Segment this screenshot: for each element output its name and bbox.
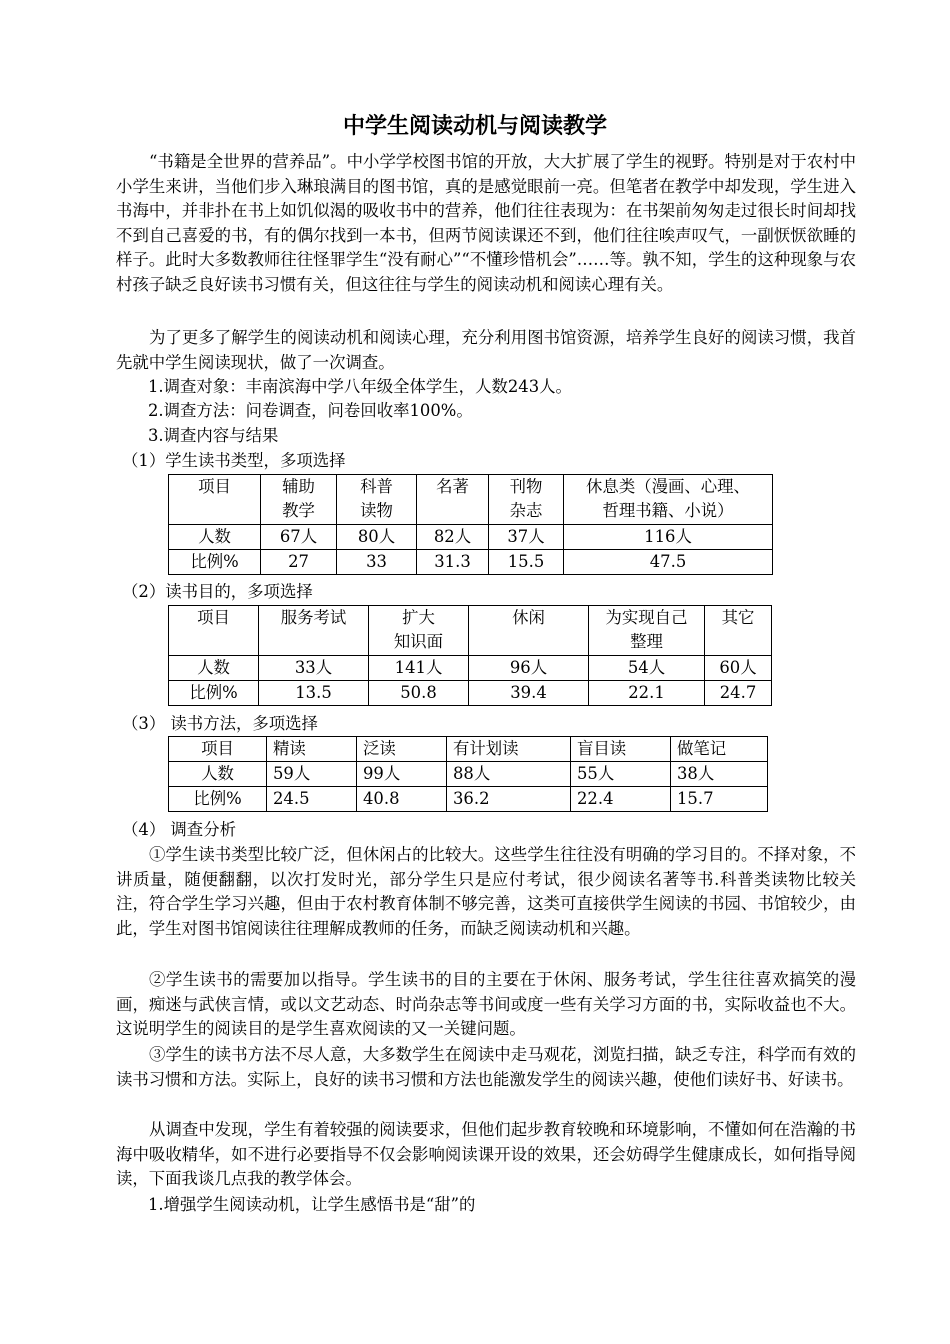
table-cell: 54人	[589, 656, 705, 681]
table-header-cell: 盲目读	[571, 737, 671, 762]
table-header-cell: 做笔记	[671, 737, 768, 762]
table-cell: 96人	[469, 656, 589, 681]
table-row	[169, 787, 768, 812]
table-header-row	[169, 737, 768, 762]
survey-item-2: 2.调查方法：问卷调查，问卷回收率100%。	[148, 401, 473, 420]
table-row	[169, 656, 772, 681]
page-title: 中学生阅读动机与阅读教学	[342, 114, 607, 139]
table-header-cell: 项目	[169, 606, 259, 656]
table-header-cell: 休闲	[469, 606, 589, 656]
table-cell: 24.5	[267, 787, 357, 812]
table-cell: 40.8	[357, 787, 447, 812]
table-cell: 141人	[369, 656, 469, 681]
table-cell: 24.7	[705, 681, 772, 706]
table-cell: 39.4	[469, 681, 589, 706]
analysis-paragraph-1: ①学生读书类型比较广泛，但休闲占的比较大。这些学生往往没有明确的学习目的。不择对象，不讲质量，随便翻翻，以次打发时光，部分学生只是应付考试，很少阅读名著等书.科普类读物比较关注，符合学生学习兴趣，但由于农村教育体制不够完善，这类可直接供学生阅读的书园、书馆较少，由此，学生对图书馆阅读往往理解成教师的任务，而缺乏阅读动机和兴趣。	[116, 845, 856, 938]
table-cell: 50.8	[369, 681, 469, 706]
table-cell: 59人	[267, 762, 357, 787]
table-header-cell: 科普 读物	[337, 475, 417, 525]
table-header-cell: 刊物 杂志	[489, 475, 564, 525]
table-header-cell: 扩大 知识面	[369, 606, 469, 656]
reading-type-table	[168, 474, 773, 575]
section-heading-1: 1.增强学生阅读动机，让学生感悟书是“甜”的	[148, 1195, 476, 1214]
table1-caption: （1）学生读书类型，多项选择	[122, 451, 346, 470]
table-cell: 比例%	[169, 787, 267, 812]
table-header-row	[169, 475, 773, 525]
table-cell: 22.1	[589, 681, 705, 706]
table-row	[169, 550, 773, 575]
reading-method-table	[168, 736, 768, 812]
table-cell: 38人	[671, 762, 768, 787]
table-cell: 人数	[169, 525, 261, 550]
table-header-cell: 项目	[169, 737, 267, 762]
table-cell: 55人	[571, 762, 671, 787]
table-cell: 27	[261, 550, 337, 575]
table-cell: 80人	[337, 525, 417, 550]
survey-item-3: 3.调查内容与结果	[148, 426, 279, 445]
table-row	[169, 525, 773, 550]
table-cell: 47.5	[564, 550, 773, 575]
table-cell: 33人	[259, 656, 369, 681]
table-header-cell: 泛读	[357, 737, 447, 762]
table-cell: 31.3	[417, 550, 489, 575]
table-cell: 15.7	[671, 787, 768, 812]
table-header-cell: 其它	[705, 606, 772, 656]
table-cell: 比例%	[169, 681, 259, 706]
table-cell: 88人	[447, 762, 571, 787]
table-cell: 116人	[564, 525, 773, 550]
table-cell: 15.5	[489, 550, 564, 575]
table-cell: 13.5	[259, 681, 369, 706]
table-cell: 人数	[169, 762, 267, 787]
table2-caption: （2）读书目的，多项选择	[122, 582, 313, 601]
table3-caption: （3） 读书方法，多项选择	[122, 714, 318, 733]
purpose-paragraph: 为了更多了解学生的阅读动机和阅读心理，充分利用图书馆资源，培养学生良好的阅读习惯，我首先就中学生阅读现状，做了一次调查。	[116, 328, 856, 372]
table-cell: 33	[337, 550, 417, 575]
analysis-paragraph-3: ③学生的读书方法不尽人意，大多数学生在阅读中走马观花，浏览扫描，缺乏专注，科学而有效的读书习惯和方法。实际上，良好的读书习惯和方法也能激发学生的阅读兴趣，使他们读好书、好读书。	[116, 1045, 856, 1089]
table-row	[169, 762, 768, 787]
table-header-cell: 有计划读	[447, 737, 571, 762]
table-cell: 比例%	[169, 550, 261, 575]
table-header-cell: 休息类（漫画、心理、 哲理书籍、小说）	[564, 475, 773, 525]
survey-item-1: 1.调查对象：丰南滨海中学八年级全体学生，人数243人。	[148, 377, 572, 396]
table-header-cell: 为实现自己 整理	[589, 606, 705, 656]
table-header-row	[169, 606, 772, 656]
table-row	[169, 681, 772, 706]
intro-paragraph: “书籍是全世界的营养品”。中小学学校图书馆的开放，大大扩展了学生的视野。特别是对于农村中小学生来讲，当他们步入琳琅满目的图书馆，真的是感觉眼前一亮。但笔者在教学中却发现，学生进入书海中，并非扑在书上如饥似渴的吸收书中的营养，他们往往表现为：在书架前匆匆走过很长时间却找不到自己喜爱的书，有的偶尔找到一本书，但两节阅读课还不到，他们往往唉声叹气，一副恹恹欲睡的样子。此时大多数教师往往怪罪学生“没有耐心”“不懂珍惜机会”……等。孰不知，学生的这种现象与农村孩子缺乏良好读书习惯有关，但这往往与学生的阅读动机和阅读心理有关。	[116, 152, 856, 294]
reading-purpose-table	[168, 605, 772, 706]
table-cell: 82人	[417, 525, 489, 550]
table-header-cell: 项目	[169, 475, 261, 525]
table-cell: 60人	[705, 656, 772, 681]
table-cell: 人数	[169, 656, 259, 681]
table-header-cell: 辅助 教学	[261, 475, 337, 525]
table-header-cell: 精读	[267, 737, 357, 762]
table-header-cell: 服务考试	[259, 606, 369, 656]
table-cell: 67人	[261, 525, 337, 550]
analysis-paragraph-2: ②学生读书的需要加以指导。学生读书的目的主要在于休闲、服务考试，学生往往喜欢搞笑的漫画，痴迷与武侠言情，或以文艺动态、时尚杂志等书间或度一些有关学习方面的书，实际收益也不大。这说明学生的阅读目的是学生喜欢阅读的又一关键问题。	[116, 970, 856, 1039]
table-header-cell: 名著	[417, 475, 489, 525]
analysis-caption: （4） 调查分析	[122, 820, 236, 839]
table-cell: 37人	[489, 525, 564, 550]
conclusion-paragraph: 从调查中发现，学生有着较强的阅读要求，但他们起步教育较晚和环境影响，不懂如何在浩瀚的书海中吸收精华，如不进行必要指导不仅会影响阅读课开设的效果，还会妨碍学生健康成长，如何指导阅读，下面我谈几点我的教学体会。	[116, 1120, 856, 1189]
table-cell: 99人	[357, 762, 447, 787]
table-cell: 22.4	[571, 787, 671, 812]
table-cell: 36.2	[447, 787, 571, 812]
